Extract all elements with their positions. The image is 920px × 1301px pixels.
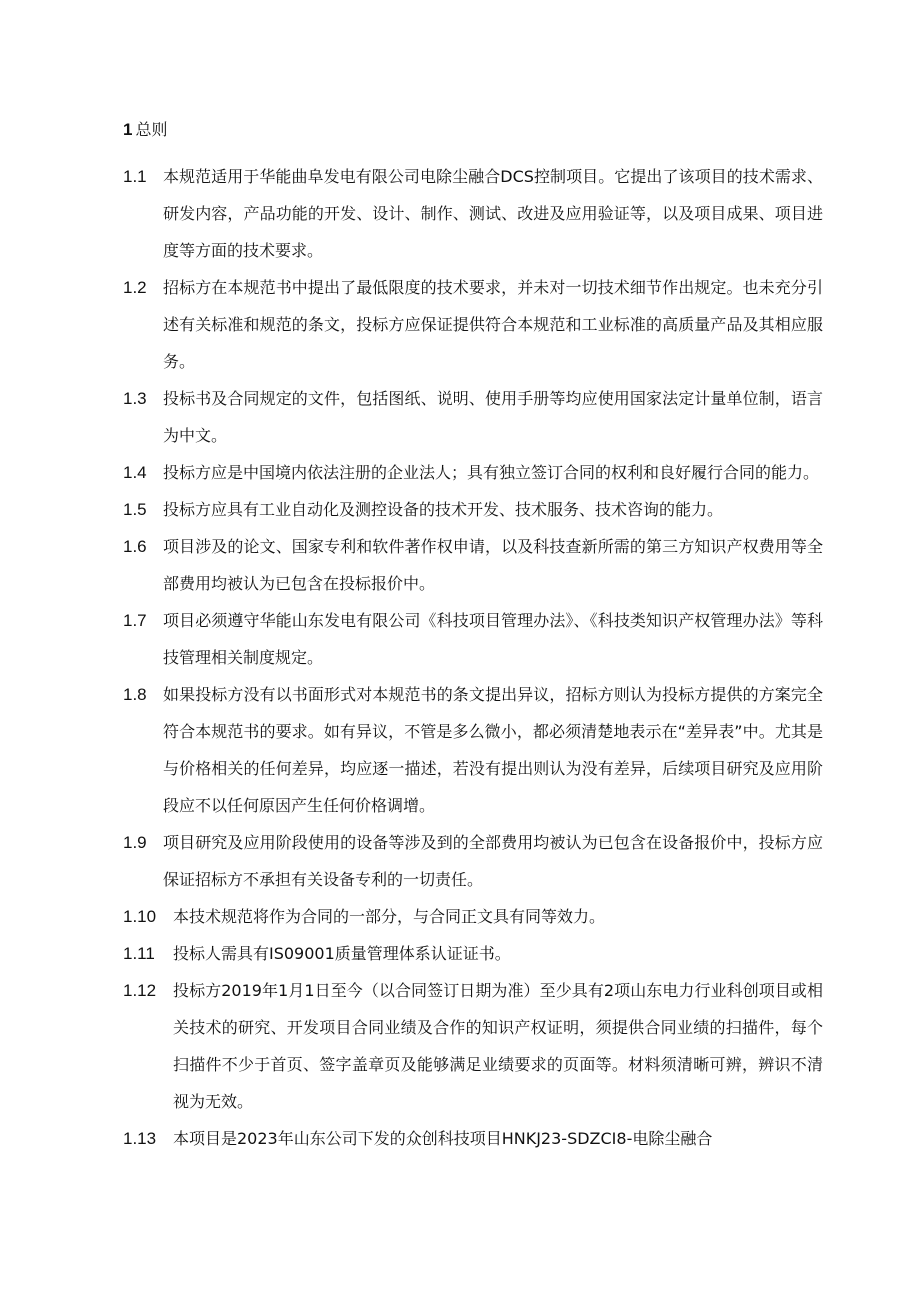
clause-number: 1.5 [123, 500, 147, 519]
clause-item [123, 824, 823, 898]
clause-item [123, 528, 823, 602]
clause-number: 1.11 [123, 944, 155, 963]
clause-item [123, 602, 823, 676]
clause-text: 本规范适用于华能曲阜发电有限公司电除尘融合DCS控制项目。它提出了该项目的技术需求、研发内容，产品功能的开发、设计、制作、测试、改进及应用验证等，以及项目成果、项目进度等方面的技术要求。 [163, 167, 823, 260]
clause-text: 项目涉及的论文、国家专利和软件著作权申请，以及科技查新所需的第三方知识产权费用等全部费用均被认为已包含在投标报价中。 [163, 537, 823, 593]
clause-text: 投标书及合同规定的文件，包括图纸、说明、使用手册等均应使用国家法定计量单位制，语言为中文。 [163, 389, 823, 445]
clause-number: 1.2 [123, 278, 147, 297]
clause-item [123, 1120, 823, 1157]
clause-item [123, 935, 823, 972]
clause-item [123, 158, 823, 269]
clause-text: 项目必须遵守华能山东发电有限公司《科技项目管理办法》、《科技类知识产权管理办法》等科技管理相关制度规定。 [163, 611, 823, 667]
clause-text: 如果投标方没有以书面形式对本规范书的条文提出异议，招标方则认为投标方提供的方案完全符合本规范书的要求。如有异议，不管是多么微小，都必须清楚地表示在“差异表”中。尤其是与价格相关的任何差异，均应逐一描述，若没有提出则认为没有差异，后续项目研究及应用阶段应不以任何原因产生任何价格调增。 [163, 685, 823, 815]
clause-item [123, 972, 823, 1120]
clause-item [123, 491, 823, 528]
clause-number: 1.3 [123, 389, 147, 408]
clause-number: 1.12 [123, 981, 157, 1000]
section-heading [123, 118, 167, 142]
clause-item [123, 898, 823, 935]
section-number: 1 [123, 120, 133, 139]
clause-text: 投标方应具有工业自动化及测控设备的技术开发、技术服务、技术咨询的能力。 [163, 500, 724, 519]
clause-text: 本技术规范将作为合同的一部分，与合同正文具有同等效力。 [173, 907, 606, 926]
section-title: 总则 [135, 120, 168, 139]
clause-text: 投标方2019年1月1日至今（以合同签订日期为准）至少具有2项山东电力行业科创项目或相关技术的研究、开发项目合同业绩及合作的知识产权证明，须提供合同业绩的扫描件，每个扫描件不少于首页、签字盖章页及能够满足业绩要求的页面等。材料须清晰可辨，辨识不清视为无效。 [173, 981, 823, 1111]
clause-text: 投标人需具有IS09001质量管理体系认证证书。 [173, 944, 511, 963]
clause-text: 项目研究及应用阶段使用的设备等涉及到的全部费用均被认为已包含在设备报价中，投标方应保证招标方不承担有关设备专利的一切责任。 [163, 833, 823, 889]
clause-number: 1.8 [123, 685, 147, 704]
clause-item [123, 269, 823, 380]
clause-item [123, 380, 823, 454]
clause-item [123, 676, 823, 824]
clause-number: 1.13 [123, 1129, 157, 1148]
clause-number: 1.9 [123, 833, 147, 852]
clause-number: 1.10 [123, 907, 157, 926]
clause-number: 1.6 [123, 537, 147, 556]
clause-number: 1.4 [123, 463, 147, 482]
clause-number: 1.7 [123, 611, 147, 630]
clause-number: 1.1 [123, 167, 147, 186]
clause-list [123, 158, 823, 1157]
clause-text: 本项目是2023年山东公司下发的众创科技项目HNKJ23-SDZCI8-电除尘融合 [173, 1129, 713, 1148]
clause-text: 投标方应是中国境内依法注册的企业法人；具有独立签订合同的权利和良好履行合同的能力。 [163, 463, 820, 482]
clause-item [123, 454, 823, 491]
clause-text: 招标方在本规范书中提出了最低限度的技术要求，并未对一切技术细节作出规定。也未充分引述有关标准和规范的条文，投标方应保证提供符合本规范和工业标准的高质量产品及其相应服务。 [163, 278, 823, 371]
